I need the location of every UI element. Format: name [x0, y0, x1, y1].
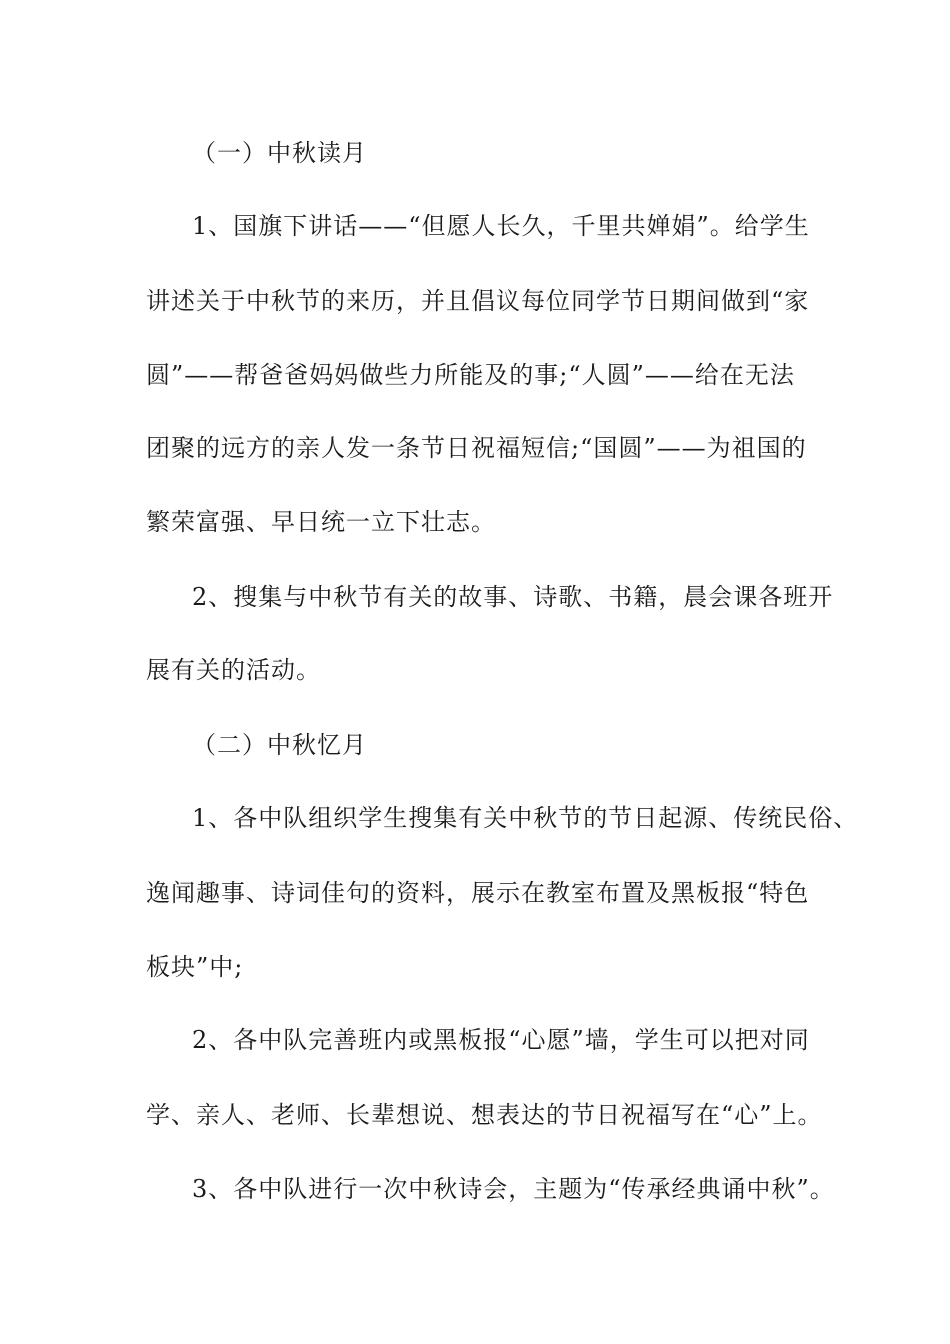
section-heading-2: （二）中秋忆月 [192, 731, 367, 759]
paragraph-line: 展有关的活动。 [146, 656, 321, 684]
paragraph-line: 板块”中; [146, 953, 244, 981]
paragraph-line: 2、搜集与中秋节有关的故事、诗歌、书籍，晨会课各班开 [192, 583, 834, 611]
paragraph-line: 讲述关于中秋节的来历，并且倡议每位同学节日期间做到“家 [146, 287, 810, 315]
paragraph-line: 学、亲人、老师、长辈想说、想表达的节日祝福写在“心”上。 [146, 1101, 823, 1129]
paragraph-line: 1、国旗下讲话——“但愿人长久，千里共婵娟”。给学生 [192, 212, 810, 240]
paragraph-line: 繁荣富强、早日统一立下壮志。 [146, 508, 496, 536]
paragraph-line: 逸闻趣事、诗词佳句的资料，展示在教室布置及黑板报“特色 [146, 879, 810, 907]
paragraph-line: 圆”——帮爸爸妈妈做些力所能及的事;“人圆”——给在无法 [146, 361, 795, 389]
paragraph-line: 2、各中队完善班内或黑板报“心愿”墙，学生可以把对同 [192, 1026, 810, 1054]
paragraph-line: 3、各中队进行一次中秋诗会，主题为“传承经典诵中秋”。 [192, 1175, 835, 1203]
section-heading-1: （一）中秋读月 [192, 139, 367, 167]
paragraph-line: 1、各中队组织学生搜集有关中秋节的节日起源、传统民俗、 [192, 804, 859, 832]
paragraph-line: 团聚的远方的亲人发一条节日祝福短信;“国圆”——为祖国的 [146, 434, 807, 462]
